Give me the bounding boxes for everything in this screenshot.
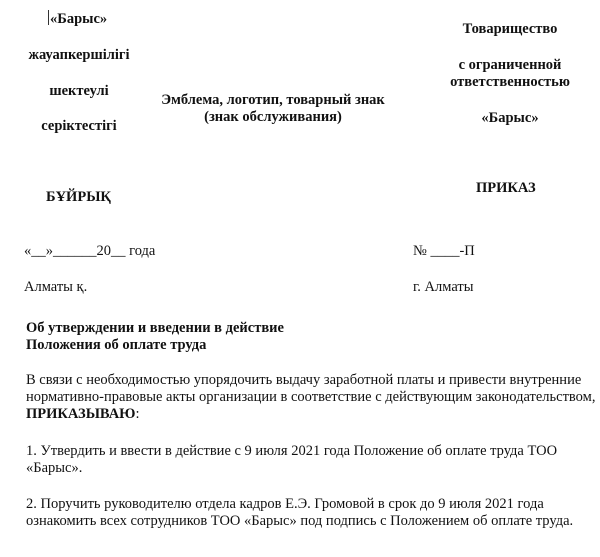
emblem-line1: Эмблема, логотип, товарный знак: [161, 92, 385, 108]
header-left-line3: шектеулі: [49, 83, 109, 99]
city-ru: г. Алматы: [413, 279, 474, 295]
title-kz: БҰЙРЫҚ: [46, 189, 111, 205]
header-left-line2: жауапкершілігі: [28, 47, 130, 63]
order-word: ПРИКАЗЫВАЮ: [26, 406, 136, 422]
order-colon: :: [135, 406, 140, 422]
header-right-line3: ответственностью: [450, 74, 570, 90]
preamble-text: В связи с необходимостью упорядочить выдачу заработной платы и привести внутренние нормативно-правовые акты организации в соответствие с действующим законодательством,: [26, 372, 596, 405]
subject-line2: Положения об оплате труда: [26, 337, 207, 353]
header-left-line1-text: «Барыс»: [50, 11, 108, 27]
header-left-line4: серіктестігі: [41, 118, 117, 134]
header-right-line4: «Барыс»: [481, 110, 539, 126]
header-right-line2: с ограниченной: [458, 57, 562, 73]
subject-line1: Об утверждении и введении в действие: [26, 320, 284, 336]
title-ru: ПРИКАЗ: [476, 180, 536, 196]
header-right-line1: Товарищество: [462, 21, 558, 37]
text-cursor: [48, 10, 49, 25]
order-item-2: 2. Поручить руководителю отдела кадров Е.Э. Громовой в срок до 9 июля 2021 года ознакомить всех сотрудников ТОО «Барыс» под подпись с Положением об оплате труда.: [26, 496, 574, 529]
emblem-placeholder: [148, 92, 398, 126]
order-item-1: 1. Утвердить и ввести в действие с 9 июля 2021 года Положение об оплате труда ТОО «Барыс».: [26, 443, 558, 476]
city-kz: Алматы қ.: [24, 279, 88, 295]
preamble-paragraph: [26, 372, 596, 423]
order-number: № ____-П: [413, 243, 475, 259]
order-subject: [26, 320, 284, 354]
header-left-line1: [48, 10, 107, 28]
order-date: «__»______20__ года: [24, 243, 156, 259]
emblem-line2: (знак обслуживания): [204, 109, 342, 125]
